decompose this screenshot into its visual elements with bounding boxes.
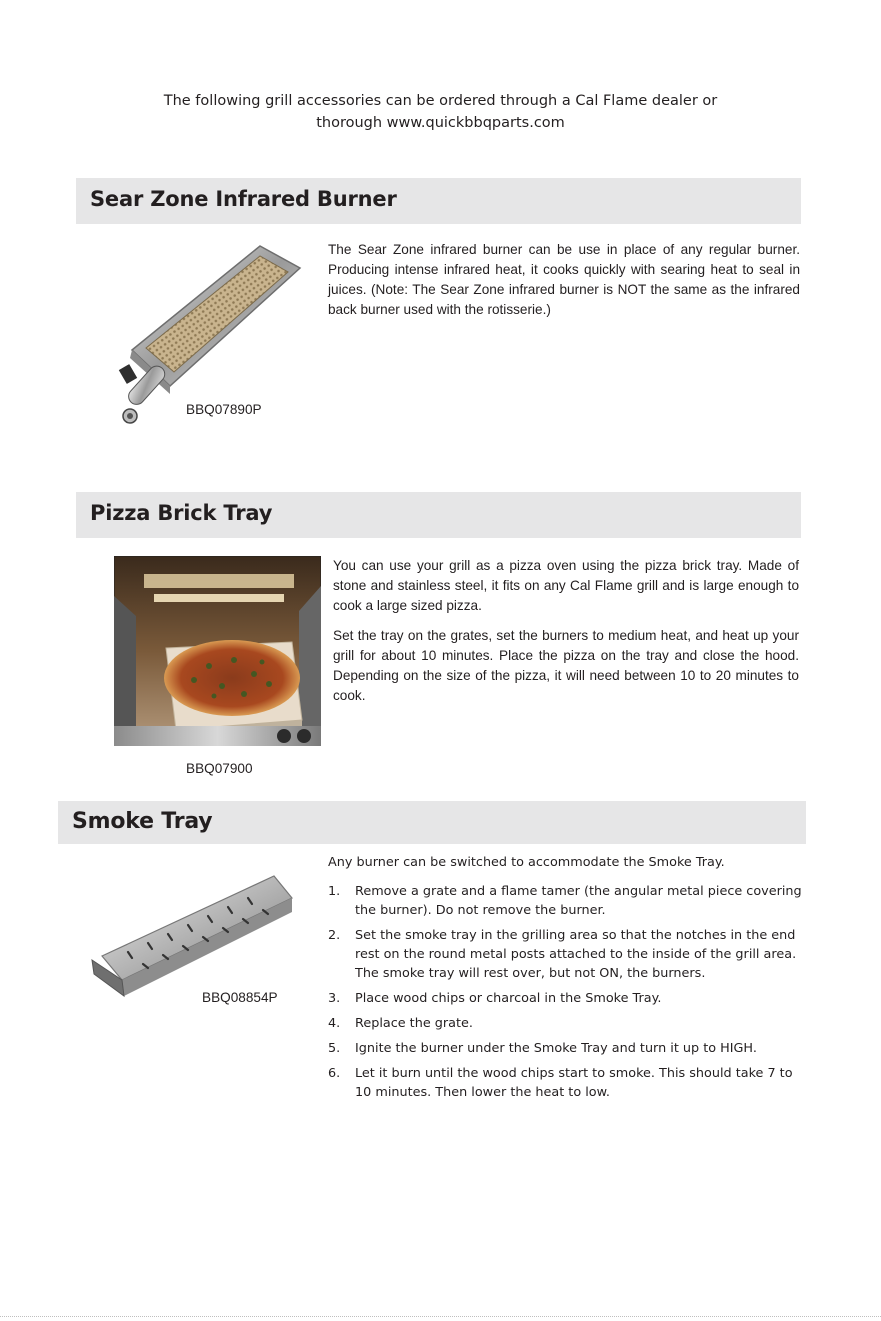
section-title: Smoke Tray: [72, 809, 213, 834]
list-item: 3. Place wood chips or charcoal in the Smoke Tray.: [328, 991, 662, 1006]
section-description: [333, 556, 799, 716]
section-header-smoke-tray: [58, 801, 806, 844]
part-number: BBQ07890P: [186, 402, 262, 417]
section-header-sear-zone: [76, 178, 801, 224]
list-item: 6. Let it burn until the wood chips start to smoke. This should take 7 to 10 minutes. Then lower the heat to low.: [328, 1066, 793, 1100]
list-item: 4. Replace the grate.: [328, 1016, 473, 1031]
pizza-grill-photo: [114, 556, 321, 746]
section-description: [328, 240, 800, 330]
smoke-tray-steps: [328, 882, 810, 1108]
intro-line-1: The following grill accessories can be ordered through a Cal Flame dealer or: [163, 93, 718, 109]
section-title: Sear Zone Infrared Burner: [90, 187, 397, 211]
intro-text: [120, 90, 761, 134]
smoke-tray-intro: Any burner can be switched to accommodate the Smoke Tray.: [328, 855, 725, 870]
paragraph: Set the tray on the grates, set the burners to medium heat, and heat up your grill for about 10 minutes. Place the pizza on the tray and close the hood. Depending on the size of the pizza, it will need between 10 to 20 minutes to cook.: [333, 628, 799, 703]
part-number: BBQ08854P: [202, 990, 278, 1005]
page-bottom-rule: [0, 1316, 881, 1317]
part-number: BBQ07900: [186, 761, 253, 776]
list-item: 5. Ignite the burner under the Smoke Tray and turn it up to HIGH.: [328, 1041, 757, 1056]
intro-line-2: thorough www.quickbbqparts.com: [316, 115, 565, 131]
paragraph: The Sear Zone infrared burner can be use in place of any regular burner. Producing intense infrared heat, it cooks quickly with searing heat to seal in juices. (Note: The Sear Zone infrared burner is NOT the same as the infrared back burner used with the rotisserie.): [328, 242, 800, 317]
section-title: Pizza Brick Tray: [90, 501, 273, 525]
paragraph: You can use your grill as a pizza oven using the pizza brick tray. Made of stone and stainless steel, it fits on any Cal Flame grill and is large enough to cook a large sized pizza.: [333, 558, 799, 613]
list-item: 2. Set the smoke tray in the grilling area so that the notches in the end rest on the round metal posts attached to the inside of the grill area. The smoke tray will rest over, but not ON, the burners.: [328, 928, 797, 981]
list-item: 1. Remove a grate and a flame tamer (the angular metal piece covering the burner). Do not remove the burner.: [328, 884, 802, 918]
section-header-pizza-brick-tray: [76, 492, 801, 538]
